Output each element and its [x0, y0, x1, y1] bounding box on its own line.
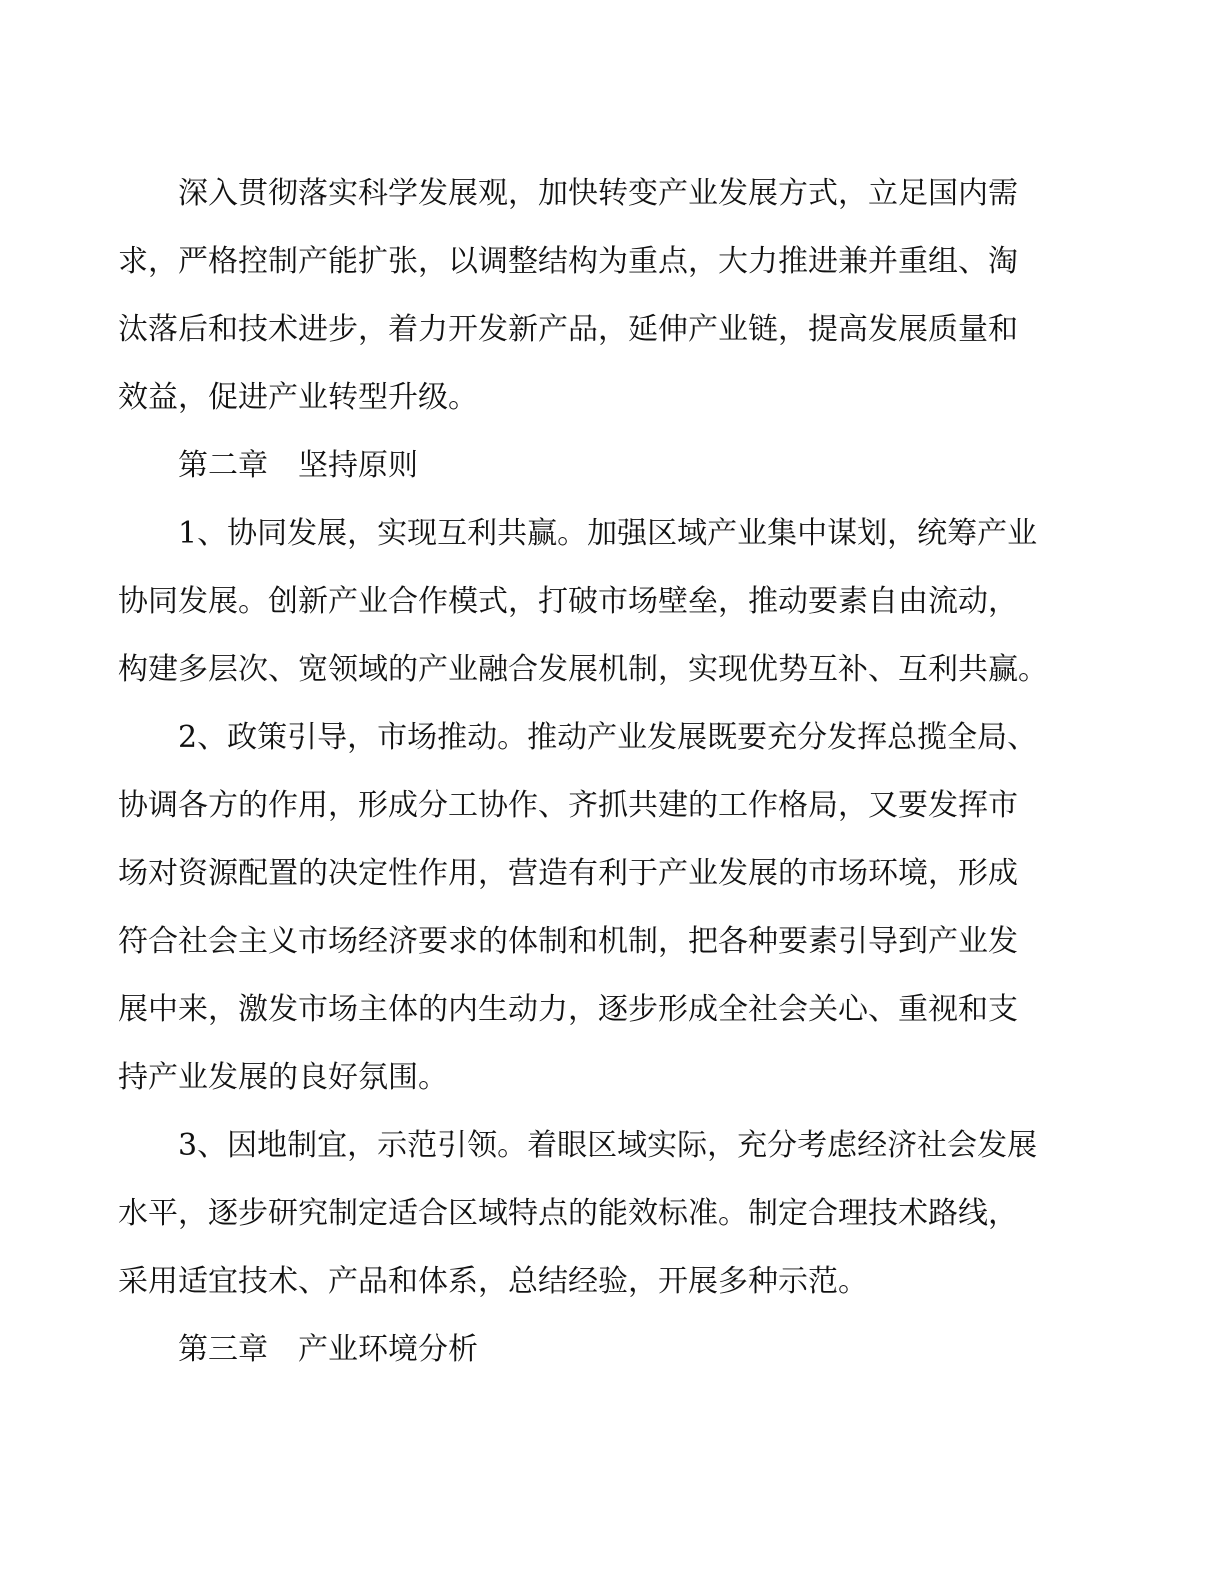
paragraph-line: 水平，逐步研究制定适合区域特点的能效标准。制定合理技术路线， — [118, 1196, 1018, 1231]
document-body — [118, 160, 1118, 1384]
paragraph-line: 1、协同发展，实现互利共赢。加强区域产业集中谋划，统筹产业 — [178, 516, 1038, 551]
paragraph-line: 采用适宜技术、产品和体系，总结经验，开展多种示范。 — [118, 1264, 868, 1299]
paragraph-line: 效益，促进产业转型升级。 — [118, 380, 478, 415]
paragraph-line: 符合社会主义市场经济要求的体制和机制，把各种要素引导到产业发 — [118, 924, 1018, 959]
chapter-heading: 第二章 坚持原则 — [178, 448, 418, 483]
chapter-heading: 第三章 产业环境分析 — [178, 1332, 478, 1367]
paragraph-line: 协调各方的作用，形成分工协作、齐抓共建的工作格局，又要发挥市 — [118, 788, 1018, 823]
paragraph-line: 3、因地制宜，示范引领。着眼区域实际，充分考虑经济社会发展 — [178, 1128, 1038, 1163]
paragraph-line: 2、政策引导，市场推动。推动产业发展既要充分发挥总揽全局、 — [178, 720, 1038, 755]
paragraph-line: 协同发展。创新产业合作模式，打破市场壁垒，推动要素自由流动， — [118, 584, 1018, 619]
paragraph-line: 展中来，激发市场主体的内生动力，逐步形成全社会关心、重视和支 — [118, 992, 1018, 1027]
paragraph-line: 构建多层次、宽领域的产业融合发展机制，实现优势互补、互利共赢。 — [118, 652, 1048, 687]
paragraph-line: 场对资源配置的决定性作用，营造有利于产业发展的市场环境，形成 — [118, 856, 1018, 891]
paragraph-line: 汰落后和技术进步，着力开发新产品，延伸产业链，提高发展质量和 — [118, 312, 1018, 347]
paragraph-line: 深入贯彻落实科学发展观，加快转变产业发展方式，立足国内需 — [178, 176, 1018, 211]
paragraph-line: 持产业发展的良好氛围。 — [118, 1060, 448, 1095]
paragraph-line: 求，严格控制产能扩张，以调整结构为重点，大力推进兼并重组、淘 — [118, 244, 1018, 279]
